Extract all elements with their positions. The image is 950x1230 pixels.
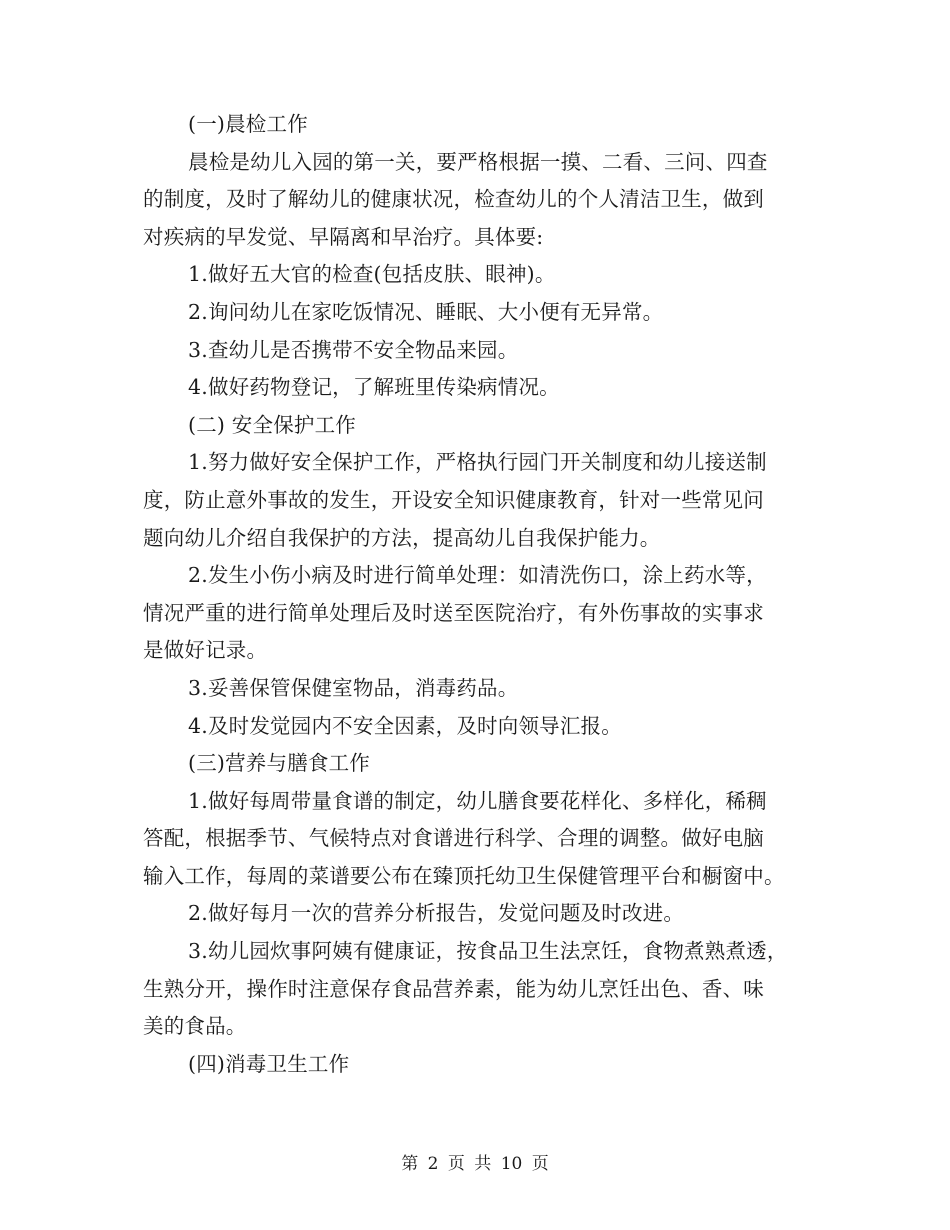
text-line: 答配，根据季节、气候特点对食谱进行科学、合理的调整。做好电脑 (143, 826, 764, 851)
text-line: 3.妥善保管保健室物品，消毒药品。 (188, 675, 519, 700)
text-line: 1.做好五大官的检查(包括皮肤、眼神)。 (188, 262, 556, 287)
text-line: 题向幼儿介绍自我保护的方法，提高幼儿自我保护能力。 (143, 525, 661, 550)
text-line: 4.及时发觉园内不安全因素，及时向领导汇报。 (188, 713, 622, 738)
text-line: (四)消毒卫生工作 (188, 1051, 350, 1076)
text-line: 2.发生小伤小病及时进行简单处理：如清洗伤口，涂上药水等， (188, 563, 767, 588)
text-line: 2.做好每月一次的营养分析报告，发觉问题及时改进。 (188, 901, 685, 926)
text-line: 3.幼儿园炊事阿姨有健康证，按食品卫生法烹饪，食物煮熟煮透， (188, 939, 788, 964)
text-line: 输入工作，每周的菜谱要公布在臻顶托幼卫生保健管理平台和橱窗中。 (143, 863, 785, 888)
text-line: 1.努力做好安全保护工作，严格执行园门开关制度和幼儿接送制 (188, 450, 767, 475)
text-line: 美的食品。 (143, 1014, 247, 1039)
document-body (143, 106, 813, 1083)
text-line: 2.询问幼儿在家吃饭情况、睡眠、大小便有无异常。 (188, 299, 664, 324)
text-line: 情况严重的进行简单处理后及时送至医院治疗，有外伤事故的实事求 (143, 600, 764, 625)
text-line: 对疾病的早发觉、早隔离和早治疗。具体要: (143, 224, 544, 249)
text-line: (二) 安全保护工作 (188, 412, 357, 437)
text-line: 1.做好每周带量食谱的制定，幼儿膳食要花样化、多样化，稀稠 (188, 788, 767, 813)
text-line: 的制度，及时了解幼儿的健康状况，检查幼儿的个人清洁卫生，做到 (143, 187, 764, 212)
text-line: 4.做好药物登记，了解班里传染病情况。 (188, 375, 560, 400)
text-line: 生熟分开，操作时注意保存食品营养素，能为幼儿烹饪出色、香、味 (143, 976, 764, 1001)
text-line: 晨检是幼儿入园的第一关，要严格根据一摸、二看、三问、四查 (188, 149, 768, 174)
page-number-footer: 第 2 页 共 10 页 (401, 1154, 549, 1174)
text-line: 度，防止意外事故的发生，开设安全知识健康教育，针对一些常见问 (143, 487, 764, 512)
text-line: (一)晨检工作 (188, 112, 308, 136)
text-line: 是做好记录。 (143, 638, 268, 663)
text-line: 3.查幼儿是否携带不安全物品来园。 (188, 337, 519, 362)
text-line: (三)营养与膳食工作 (188, 751, 370, 776)
